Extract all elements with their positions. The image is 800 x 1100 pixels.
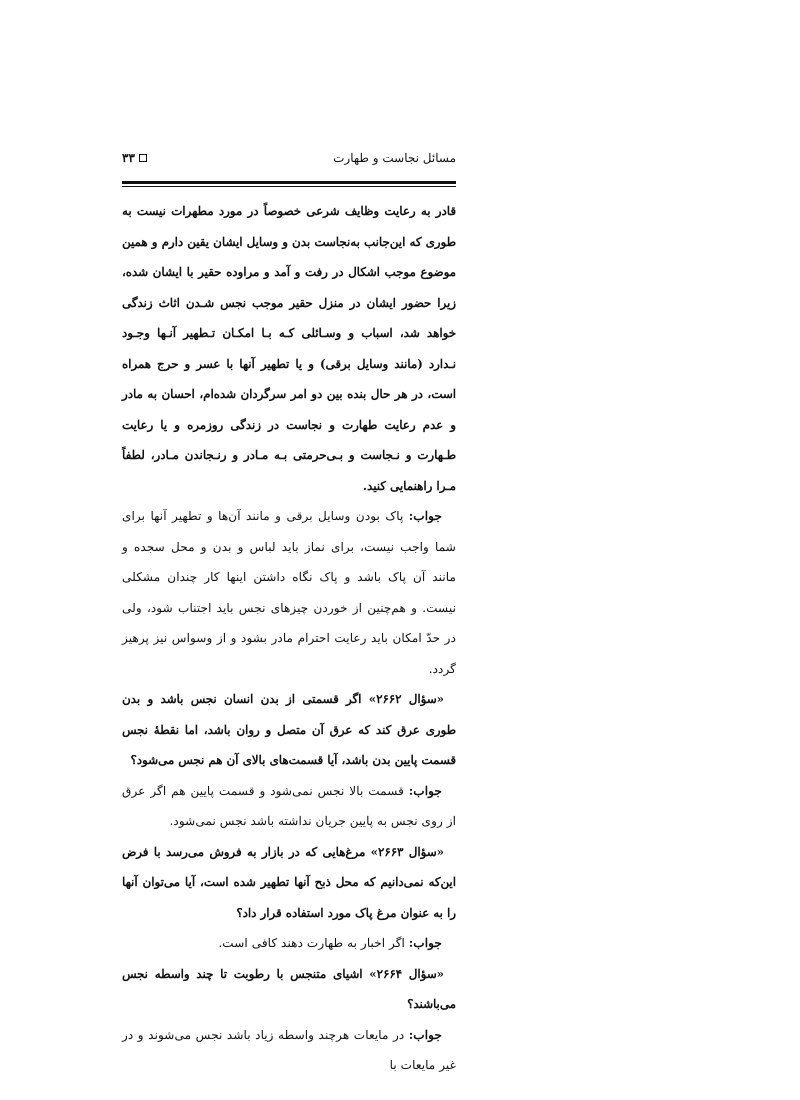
body-text [122, 196, 456, 1081]
answer-paragraph [122, 501, 456, 684]
answer-paragraph [122, 776, 456, 837]
answer-label: جواب: [408, 509, 442, 523]
question-paragraph [122, 196, 456, 501]
paragraph-text: در مایعات هرچند واسطه زیاد باشد نجس می‌شوند و در غیر مایعات با [122, 1027, 456, 1072]
paragraph-text: «سؤال ۲۶۶۲» اگر قسمتی از بدن انسان نجس باشد و بدن طوری عرق کند که عرق آن متصل و روان باشد، اما نقطهٔ نجس قسمت پایین بدن باشد، آیا قسمت‌های بالای آن هم نجس می‌شود؟ [122, 692, 456, 767]
answer-paragraph [122, 928, 456, 959]
header-rule-thin [122, 186, 456, 187]
page-number-group [122, 151, 147, 165]
answer-label: جواب: [408, 783, 442, 798]
question-paragraph [122, 837, 456, 929]
paragraph-text: پاک بودن وسایل برقی و مانند آن‌ها و تطهیر آنها برای شما واجب نیست، برای نماز باید لباس و بدن و محل سجده و مانند آن پاک باشد و پاک نگاه داشتن اینها کار چندان مشکلی نیست. و هم‌چنین از خوردن چیزهای نجس باید اجتناب شود، ولی در حدّ امکان باید رعایت احترام مادر بشود و از وسواس نیز پرهیز گردد. [122, 509, 456, 676]
answer-label: جواب: [408, 1027, 442, 1042]
square-ornament-icon [139, 154, 147, 162]
answer-label: جواب: [408, 936, 442, 950]
paragraph-text: قسمت بالا نجس نمی‌شود و قسمت پایین هم اگر عرق از روی نجس به پایین جریان نداشته باشد نجس نمی‌شود. [122, 783, 456, 828]
header-rule-thick [122, 181, 456, 184]
running-title: مسائل نجاست و طهارت [333, 151, 456, 165]
answer-paragraph [122, 1020, 456, 1081]
page-number: ۳۳ [122, 151, 135, 165]
question-paragraph [122, 684, 456, 776]
page-header [122, 146, 456, 170]
paragraph-text: اگر اخبار به طهارت دهند کافی است. [218, 936, 409, 950]
paragraph-text: «سؤال ۲۶۶۳» مرغ‌هایی که در بازار به فروش می‌رسد با فرض این‌که نمی‌دانیم که محل ذبح آنها تطهیر شده است، آیا می‌توان آنها را به عنوان مرغ پاک مورد استفاده قرار داد؟ [122, 844, 456, 920]
question-paragraph [122, 959, 456, 1020]
paragraph-text: قادر به رعایت وظایف شرعی خصوصاً در مورد مطهرات نیست به طوری که این‌جانب به‌نجاست بدن و وسایل ایشان یقین دارم و همین موضوع موجب اشکال در رفت و آمد و مراوده حقیر با ایشان شده، زیرا حضور ایشان در منزل حقیر موجب نجس شـدن اثاث زندگی خواهد شد، اسباب و وسـائلی کـه بـا امکـان تـطهیر آنـها وجـود نـدارد (مانند وسایل برقی) و یا تطهیر آنها با عسر و حرج همراه است، در هر حال بنده بین دو امر سرگردان شده‌ام، احسان به مادر و عدم رعایت طهارت و نجاست در زندگی روزمره و یا رعایت طـهارت و نـجاست و بـی‌حرمتی بـه مـادر و رنـجاندن مـادر، لطفاً مـرا راهنمایی کنید. [122, 204, 456, 493]
paragraph-text: «سؤال ۲۶۶۴» اشیای متنجس با رطوبت تا چند واسطه نجس می‌باشند؟ [122, 966, 456, 1011]
